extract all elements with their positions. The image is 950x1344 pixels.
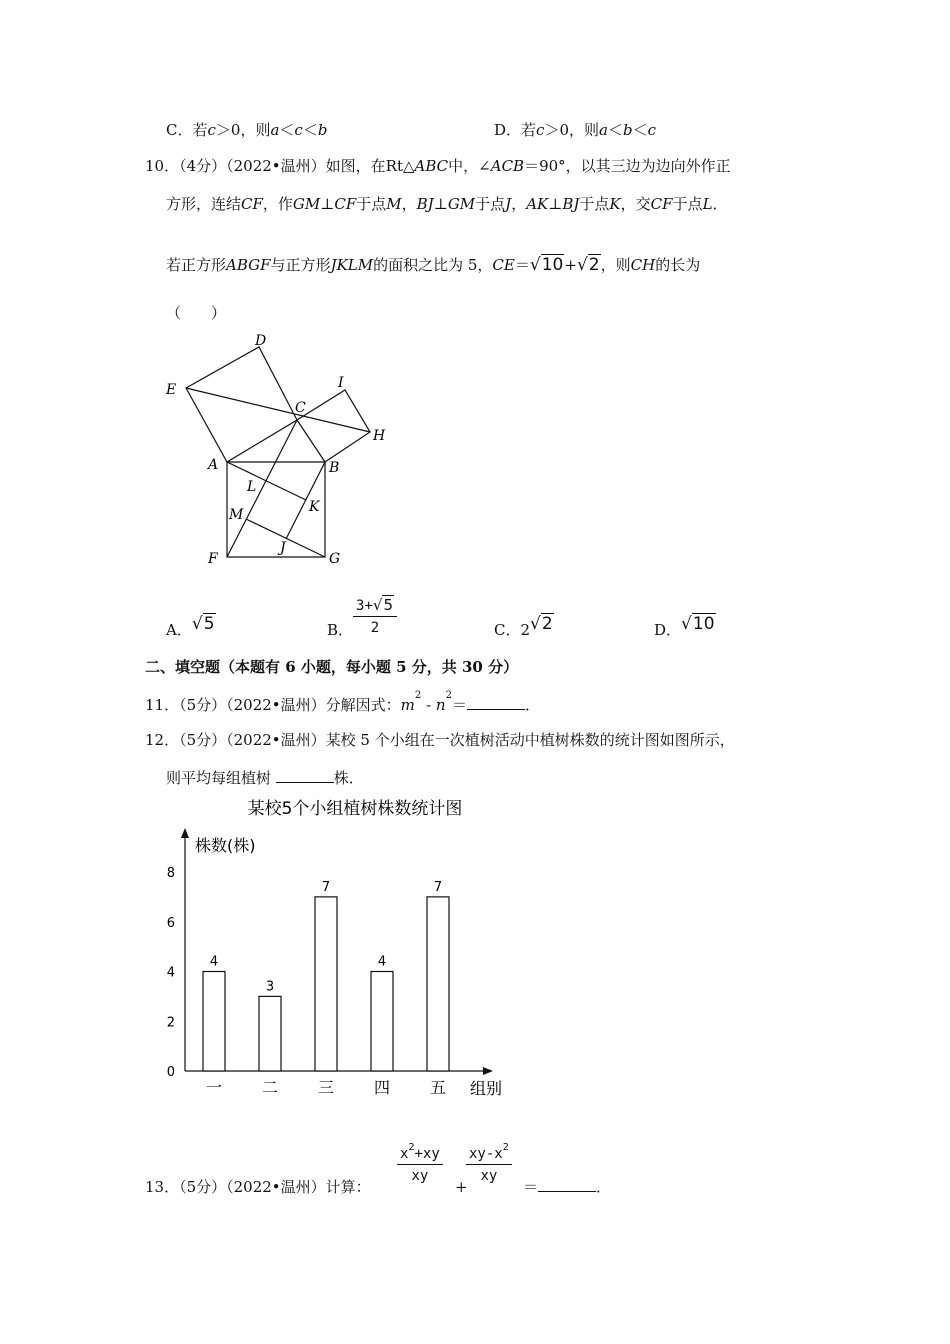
sqrt-2: √2	[576, 255, 600, 275]
bar-group-1	[203, 972, 225, 1072]
q10-option-c: C．2√2	[494, 614, 553, 639]
label-h: H	[373, 428, 386, 444]
data-label-group-1: 4	[209, 954, 219, 970]
label-j: J	[280, 540, 286, 556]
q10-line-3: 若正方形ABGF与正方形JKLM的面积之比为 5，CE＝√10+√2，则CH的长为	[166, 255, 701, 275]
q13-fraction-2: $\frac{xy-x^2}{xy}$	[466, 1146, 512, 1184]
data-label-group-2: 3	[265, 979, 275, 995]
bar-group-2	[259, 996, 281, 1071]
q12-line-2: 则平均每组植树 株．	[166, 769, 364, 787]
q13-answer-blank[interactable]	[538, 1177, 596, 1192]
chart-xlabel: 组别	[470, 1079, 503, 1098]
q11-answer-blank[interactable]	[467, 695, 525, 710]
bar-group-4	[371, 972, 393, 1072]
label-m: M	[229, 507, 244, 523]
square-acde	[186, 347, 297, 462]
label-i: I	[338, 375, 344, 391]
label-k: K	[309, 499, 320, 515]
x-tick-label-group-3: 三	[317, 1078, 335, 1097]
data-label-group-4: 4	[377, 954, 387, 970]
q12-line-1: 12．（5分）（2022•温州）某校 5 个小组在一次植树活动中植树株数的统计图如图所示，	[145, 731, 735, 749]
segment-eh	[186, 388, 370, 432]
label-g: G	[329, 551, 341, 567]
q10-option-d: D．√10	[654, 614, 715, 639]
q13-plus-sign: +	[455, 1178, 468, 1196]
data-label-group-3: 7	[321, 879, 331, 895]
label-a: A	[208, 457, 219, 473]
y-tick-label: 2	[166, 1015, 175, 1031]
label-f: F	[208, 551, 218, 567]
segment-ak	[227, 462, 306, 500]
x-tick-label-group-1: 一	[205, 1078, 223, 1097]
q10-answer-paren: （ ）	[166, 304, 227, 322]
q13-answer: ＝ ．	[523, 1178, 612, 1196]
q11-question: 11．（5分）（2022•温州）分解因式：$m^2$ ‑ $n^2=$ ．	[145, 690, 540, 714]
sqrt-10: √10	[529, 255, 564, 275]
label-l: L	[247, 479, 257, 495]
section-2-title: 二、填空题（本题有 6 小题，每小题 5 分，共 30 分）	[145, 658, 519, 676]
chart-x-axis-arrow	[483, 1067, 493, 1075]
chart-y-axis-arrow	[181, 828, 189, 838]
q10-line-1: 10．（4分）（2022•温州）如图，在Rt△ABC中，∠ACB＝90°，以其三边为边向外作正	[145, 157, 731, 175]
q10-option-a: A．√5	[166, 614, 215, 639]
label-d: D	[255, 333, 267, 349]
bar-group-5	[427, 897, 449, 1071]
square-bcih	[297, 390, 370, 462]
y-tick-label: 0	[166, 1065, 175, 1080]
q12-bar-chart	[150, 790, 510, 1110]
bar-group-3	[315, 897, 337, 1071]
q10-line-2: 方形，连结CF，作GM⊥CF于点M，BJ⊥GM于点J，AK⊥BJ于点K，交CF于点L．	[166, 195, 728, 213]
chart-ylabel: 株数(株)	[195, 836, 256, 855]
y-tick-label: 6	[166, 915, 175, 931]
y-tick-label: 4	[166, 965, 175, 981]
q13-question-lead: 13．（5分）（2022•温州）计算：	[145, 1178, 371, 1196]
q13-fraction-1: $\frac{x^2+xy}{xy}$	[397, 1146, 443, 1184]
label-c: C	[295, 400, 306, 416]
q12-answer-blank[interactable]	[276, 768, 334, 783]
label-e: E	[166, 382, 177, 398]
q9-option-d: D．若c＞0，则a＜b＜c	[494, 121, 656, 139]
y-tick-label: 8	[166, 866, 175, 881]
q9-option-c: C．若c＞0，则a＜c＜b	[166, 121, 328, 139]
x-tick-label-group-5: 五	[429, 1078, 447, 1097]
q10-option-b: B． $\frac{3+√5}{2}$	[327, 596, 397, 636]
label-b: B	[329, 460, 340, 476]
chart-title: 某校5个小组植树株数统计图	[247, 799, 463, 819]
x-tick-label-group-2: 二	[261, 1078, 279, 1097]
q10-geometry-figure	[150, 325, 410, 575]
data-label-group-5: 7	[433, 879, 443, 895]
x-tick-label-group-4: 四	[373, 1078, 391, 1097]
